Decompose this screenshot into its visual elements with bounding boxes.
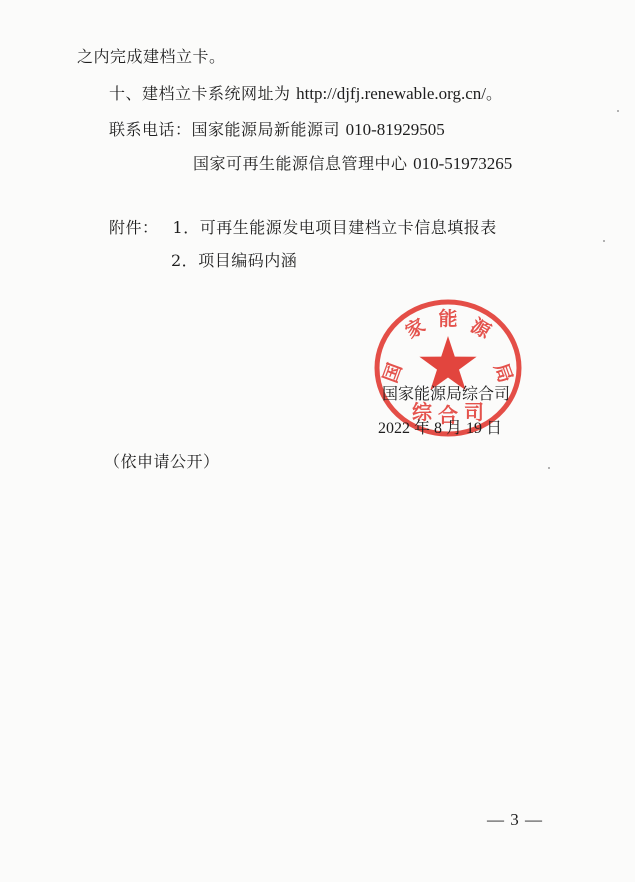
- contact-1-phone: 010-81929505: [345, 120, 445, 139]
- scan-speck: [603, 240, 605, 242]
- system-url-link[interactable]: http://djfj.renewable.org.cn/: [296, 84, 487, 103]
- attachments-label: 附件：: [109, 218, 159, 237]
- official-seal: [372, 298, 524, 438]
- completion-text: 之内完成建档立卡。: [77, 47, 226, 66]
- contact-label: 联系电话：: [109, 120, 192, 139]
- seal-bottom-char-3: 司: [464, 400, 484, 424]
- attachment-item-1: [109, 218, 497, 238]
- url-suffix-text: 。: [486, 84, 503, 103]
- attachment-1-title: 可再生能源发电项目建档立卡信息填报表: [199, 218, 497, 237]
- attachment-2-number: 2．: [171, 251, 199, 270]
- disclosure-note: （依申请公开）: [104, 452, 220, 471]
- seal-char-1: 国: [379, 360, 407, 386]
- seal-char-3: 能: [438, 308, 458, 330]
- contact-2-org: 国家可再生能源信息管理中心: [193, 154, 414, 173]
- attachment-1-number: 1．: [172, 218, 200, 237]
- seal-char-2: 家: [401, 314, 430, 344]
- seal-char-4: 源: [466, 314, 495, 344]
- issuer-name: 国家能源局综合司: [382, 384, 511, 403]
- seal-bottom-char-2: 合: [438, 403, 458, 427]
- text-line-contact-1: [109, 120, 445, 140]
- text-line-system-url: [109, 84, 503, 104]
- issue-date: 2022 年 8 月 19 日: [378, 420, 503, 437]
- page-number: — 3 —: [487, 810, 543, 829]
- seal-char-5: 局: [489, 360, 517, 386]
- url-intro-text: 十、建档立卡系统网址为: [109, 84, 297, 103]
- text-line-completion: [77, 47, 226, 67]
- attachment-item-2: [171, 251, 297, 271]
- scan-speck: [548, 467, 550, 469]
- attachment-2-title: 项目编码内涵: [198, 251, 298, 270]
- contact-2-phone: 010-51973265: [413, 154, 513, 173]
- scan-speck: [617, 110, 619, 112]
- contact-1-org: 国家能源局新能源司: [191, 120, 346, 139]
- seal-bottom-char-1: 综: [412, 400, 432, 424]
- text-line-contact-2: [193, 154, 512, 174]
